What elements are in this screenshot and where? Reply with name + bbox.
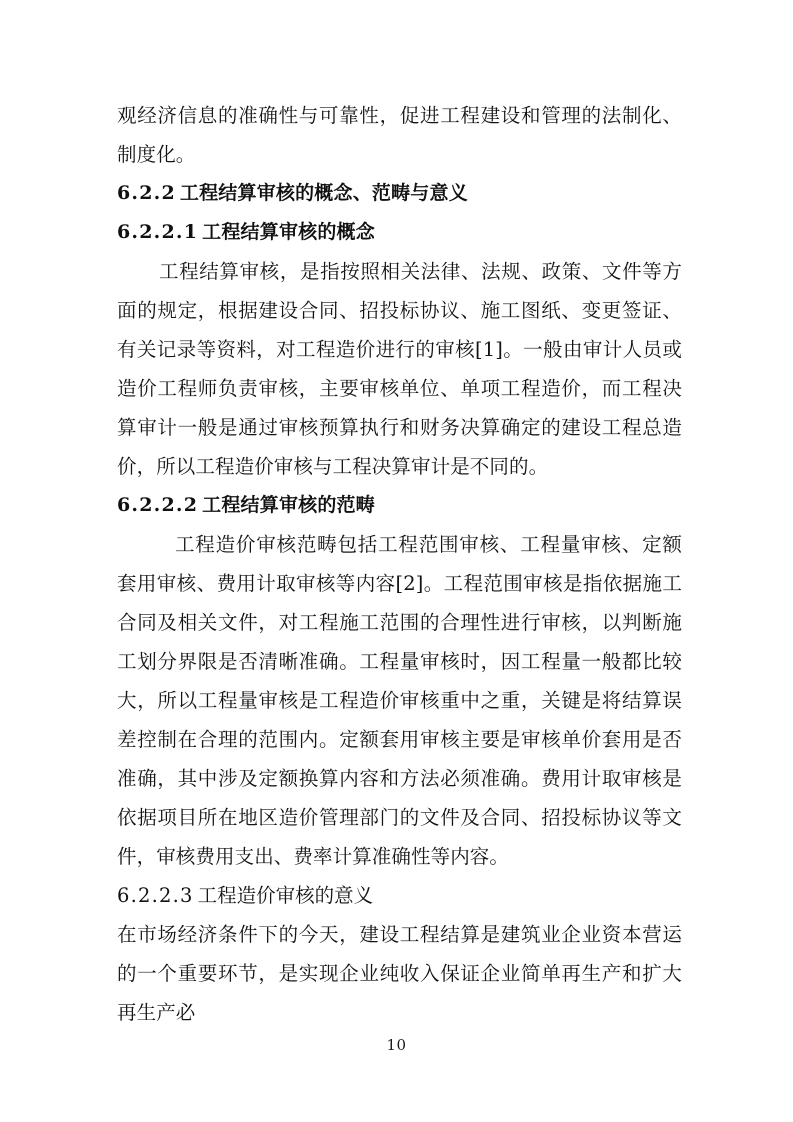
heading-6-2-2-1 — [117, 213, 682, 252]
page-content — [117, 96, 682, 1032]
heading-6-2-2-3 — [117, 876, 682, 915]
paragraph-concept: 工程结算审核，是指按照相关法律、法规、政策、文件等方面的规定，根据建设合同、招投标协议、施工图纸、变更签证、有关记录等资料，对工程造价进行的审核[1]。一般由审计人员或造价工程师负责审核，主要审核单位、单项工程造价，而工程决算审计一般是通过审核预算执行和财务决算确定的建设工程总造价，所以工程造价审核与工程决算审计是不同的。 — [117, 260, 682, 478]
heading-6-2-2-1-title: 工程结算审核的概念 — [202, 221, 375, 243]
heading-6-2-2-3-title: 工程造价审核的意义 — [197, 884, 374, 907]
paragraph-scope: 工程造价审核范畴包括工程范围审核、工程量审核、定额套用审核、费用计取审核等内容[2]。工程范围审核是指依据施工合同及相关文件，对工程施工范围的合理性进行审核，以判断施工划分界限是否清晰准确。工程量审核时，因工程量一般都比较大，所以工程量审核是工程造价审核重中之重，关键是将结算误差控制在合理的范围内。定额套用审核主要是审核单价套用是否准确，其中涉及定额换算内容和方法必须准确。费用计取审核是依据项目所在地区造价管理部门的文件及合同、招投标协议等文件，审核费用支出、费率计算准确性等内容。 — [117, 533, 682, 868]
heading-6-2-2-3-number: 6.2.2.3 — [117, 884, 194, 907]
heading-6-2-2-number: 6.2.2 — [117, 182, 176, 204]
paragraph-intro-continued: 观经济信息的准确性与可靠性，促进工程建设和管理的法制化、制度化。 — [117, 104, 682, 166]
paragraph-significance: 在市场经济条件下的今天，建设工程结算是建筑业企业资本营运的一个重要环节，是实现企业纯收入保证企业简单再生产和扩大再生产必 — [117, 923, 682, 1024]
heading-6-2-2-2-title: 工程结算审核的范畴 — [202, 494, 375, 516]
heading-6-2-2-2 — [117, 486, 682, 525]
heading-6-2-2-title: 工程结算审核的概念、范畴与意义 — [179, 182, 468, 204]
page-number: 10 — [386, 1036, 407, 1054]
heading-6-2-2 — [117, 174, 682, 213]
heading-6-2-2-2-number: 6.2.2.2 — [117, 494, 199, 516]
heading-6-2-2-1-number: 6.2.2.1 — [117, 221, 199, 243]
